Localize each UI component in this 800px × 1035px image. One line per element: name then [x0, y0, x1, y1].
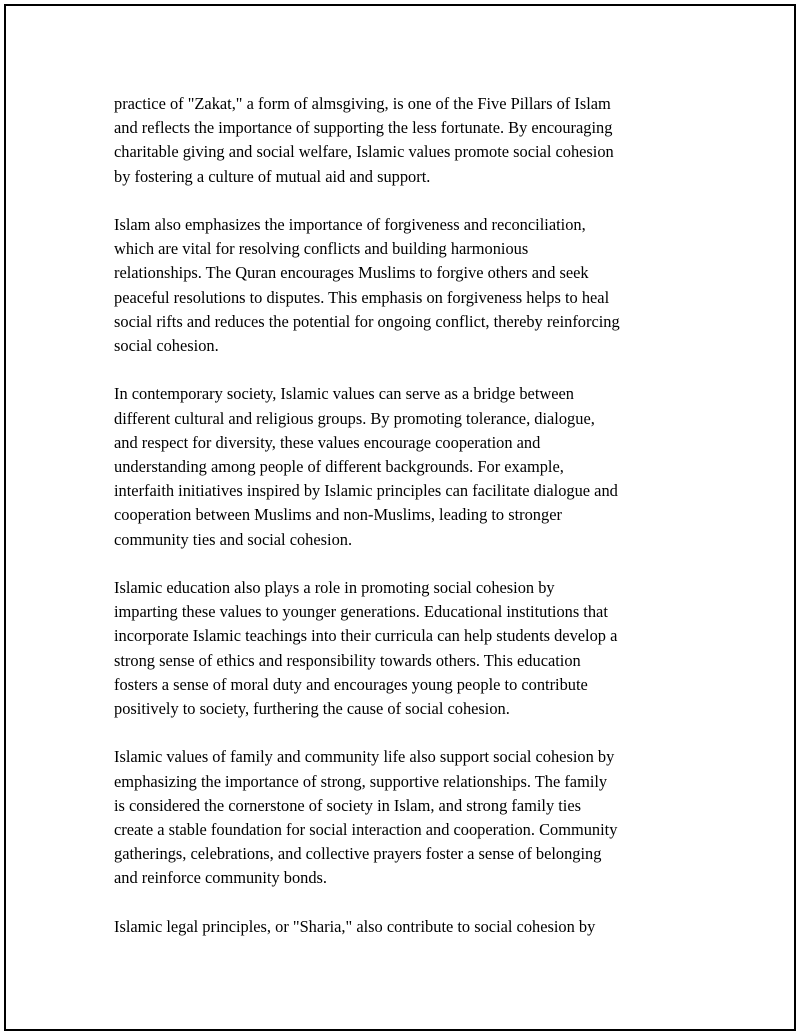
text-line: gatherings, celebrations, and collective prayers foster a sense of belonging: [114, 844, 602, 864]
paragraph-contemporary-society: [114, 382, 690, 551]
text-line: Islamic legal principles, or "Sharia," also contribute to social cohesion by: [114, 916, 596, 936]
text-line: peaceful resolutions to disputes. This emphasis on forgiveness helps to heal: [114, 287, 610, 307]
text-line: is considered the cornerstone of society in Islam, and strong family ties: [114, 795, 582, 815]
text-line: and reflects the importance of supporting the less fortunate. By encouraging: [114, 118, 613, 138]
text-line: create a stable foundation for social interaction and cooperation. Community: [114, 820, 618, 840]
text-line: and reinforce community bonds.: [114, 868, 328, 888]
text-line: positively to society, furthering the cause of social cohesion.: [114, 699, 510, 719]
text-line: imparting these values to younger generations. Educational institutions that: [114, 602, 608, 622]
text-line: understanding among people of different backgrounds. For example,: [114, 457, 564, 477]
text-line: Islamic education also plays a role in promoting social cohesion by: [114, 578, 555, 598]
text-line: In contemporary society, Islamic values can serve as a bridge between: [114, 384, 574, 404]
text-line: and respect for diversity, these values encourage cooperation and: [114, 432, 541, 452]
paragraph-family-community: [114, 745, 690, 890]
paragraph-zakat: [114, 92, 690, 189]
paragraph-sharia: [114, 915, 690, 939]
text-line: social cohesion.: [114, 336, 219, 356]
text-line: by fostering a culture of mutual aid and support.: [114, 166, 431, 186]
text-line: emphasizing the importance of strong, supportive relationships. The family: [114, 771, 608, 791]
text-line: charitable giving and social welfare, Islamic values promote social cohesion: [114, 142, 614, 162]
text-line: relationships. The Quran encourages Muslims to forgive others and seek: [114, 263, 589, 283]
text-line: practice of "Zakat," a form of almsgiving, is one of the Five Pillars of Islam: [114, 94, 611, 113]
text-line: interfaith initiatives inspired by Islamic principles can facilitate dialogue and: [114, 481, 618, 501]
paragraph-forgiveness: [114, 213, 690, 358]
text-line: incorporate Islamic teachings into their curricula can help students develop a: [114, 626, 618, 646]
text-line: Islam also emphasizes the importance of forgiveness and reconciliation,: [114, 215, 586, 234]
text-line: strong sense of ethics and responsibility towards others. This education: [114, 650, 581, 670]
text-line: different cultural and religious groups. By promoting tolerance, dialogue,: [114, 408, 595, 428]
text-line: which are vital for resolving conflicts and building harmonious: [114, 239, 529, 259]
text-line: Islamic values of family and community life also support social cohesion by: [114, 747, 615, 767]
text-line: social rifts and reduces the potential for ongoing conflict, thereby reinforcing: [114, 311, 620, 331]
text-line: cooperation between Muslims and non-Muslims, leading to stronger: [114, 505, 562, 525]
document-body: [114, 92, 690, 963]
text-line: fosters a sense of moral duty and encourages young people to contribute: [114, 674, 588, 694]
text-line: community ties and social cohesion.: [114, 529, 353, 549]
paragraph-education: [114, 576, 690, 721]
